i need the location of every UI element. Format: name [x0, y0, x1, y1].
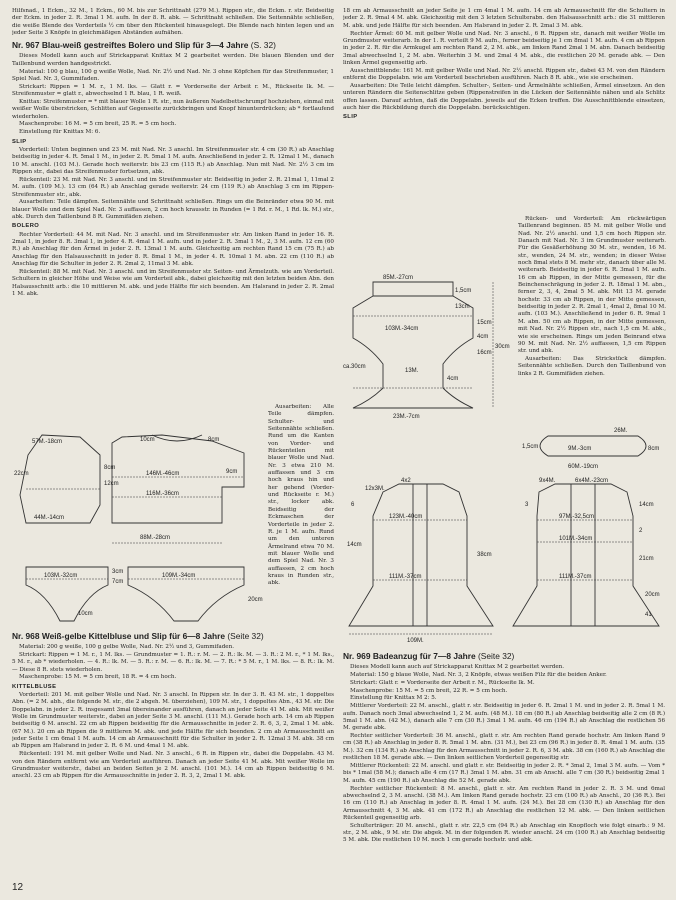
figure-label: 111M.-37cm — [389, 574, 422, 580]
figure-label: 1,5cm — [522, 444, 539, 450]
paragraph: Material: 100 g blau, 100 g weiße Wolle, Nad. Nr. 2½ und Nad. Nr. 3 ohne Köpfchen für das Streifenmuster, 1 Spiel Nad. Nr. 3, Gummifaden. — [12, 68, 334, 82]
paragraph: Strickart: Rippen = 1 M. r., 1 M. lks. — Grundmuster = 1. R.: r. M. — 2. R.: lk. M. — 3. R.: 2 M. r., * 1 M. lks., 5 M. r., ab * wiederholen. — 4. R.: lk. M. — 5. R.: r. M. — 6. R.: lk. M. — 7. R.: * 5 M. r., 1 M. lks. — 8. R.: lk. M. — Diese 8 R. stets wiederholen. — [12, 651, 334, 673]
paragraph: Rechter seitlicher Rückenteil: 8 M. anschl., glatt r. str. Am rechten Rand in jeder 2. R. 3 M. und 6mal abwechselnd 2, 3 M. anschl. (38 M.). Am linken Rand gerade hochstr. 23 cm (100 R.) ab Anschl., 20 (36 R.). Bei 16 cm (110 R.) ab Anschlag in jeder 8. R. 4mal 1 M. aufn. (24 M.). Bei 28 cm (130 R.) ab Anschlag für den Armausschnitt 4, 3 M. abk. 41 cm (172 R.) ab Anschlag die restlichen 12 M. abk. — Den linken seitlichen Rückenteil gegenseitig arb. — [343, 785, 665, 821]
paragraph: Ausschnittblende: 161 M. mit gelber Wolle und Nad. Nr. 2½ anschl. Rippen str., dabei 43 M. von den Rändern entfernt die Doppelabn. wie am Vorderteil beschrieben ausführen. Nach 8 R. abk., wie sie erscheinen. — [343, 67, 665, 82]
section-heading-969 — [343, 651, 665, 662]
figure-label: 12cm — [104, 481, 119, 487]
section-page-ref: (S. 32) — [250, 40, 276, 51]
figure-label: 4cm — [477, 334, 489, 340]
figure-label: 12x3M. — [365, 486, 385, 492]
figure-label: 6 — [351, 502, 355, 508]
figure-label: 1,5cm — [455, 288, 472, 294]
paragraph: Vorderteil: 201 M. mit gelber Wolle und Nad. Nr. 3 anschl. In Rippen str. In der 3. R. 43 M. str., 1 doppeltes Abn. (= 2 M. abh., die folgende M. str., die 2 abgeh. M. überziehen), 109 M. str., 1 doppeltes Abn., 43 M. str. Die Doppelabn. in jeder 2. R. insgesamt 3mal übereinander ausführen, danach an jeder Seite 41 M. abk. Mit weißer Wolle im Grundmuster weiterstr., dabei an jeder Seite 3 M. anschl. (111 M.). Gerade hoch arb. 14 cm ab Rippen beidseitig 6 M. anschl. 22 cm ab Rippen beidseitig für die Armausschnitte in jeder 2. R. 6, 3, 2, 2mal 1 M. abk. (67 M.). 20 cm ab Rippen die 9 mittleren M. abk. und jede Hälfte für sich beenden. 2 cm ab Armausschnitt an jeder Seite 1 cm 6mal 1 M. aufn. 14 cm ab Armausschnitt für die Schulter in jeder 2. R. 12mal 3 M. abk. 38 cm ab Rippen am Halsrand in jeder 2. R. 6 M. und 4mal 1 M. abk. — [12, 692, 334, 750]
figure-label: 30cm — [495, 344, 510, 350]
paragraph: Dieses Modell kann auch auf Strickapparat Knittax M 2 gearbeitet werden. Die blauen Blenden und der Taillenbund werden handgestrickt. — [12, 53, 334, 67]
figure-label: 14cm — [639, 502, 654, 508]
figure-label: 15cm — [477, 320, 492, 326]
subheading-bolero: BOLERO — [12, 223, 40, 230]
paragraph: Maschenprobe: 16 M. = 5 cm breit, 25 R. = 5 cm hoch. — [19, 121, 177, 128]
section-title: Badeanzug für 7—8 Jahre — [372, 651, 476, 661]
paragraph: Strickart: Glatt r. = Vorderseite der Arbeit r. M., Rückseite lk. M. — [350, 679, 535, 686]
paragraph: Mittlerer Vorderteil: 22 M. anschl., glatt r. str. Beidseitig in jeder 6. R. 2mal 1 M. und in jeder 2. R. 5mal 1 M. aufn. Danach noch 3mal abwechselnd 1, 2 M. aufn. (48 M.). 18 cm (80 R.) ab Anschlag beidseitig alle 2 cm (8 R.) 5mal 1 M. abn. (42 M.), danach alle 7 cm (30 R.) 3mal 1 M. aufn. 46 cm (194 R.) ab Anschlag die restlichen 56 M. gerade abk. — [343, 703, 665, 732]
section-heading-968 — [12, 631, 334, 642]
figure-label: 111M.-37cm — [559, 574, 592, 580]
figure-label: 9cm — [226, 469, 238, 475]
paragraph: Knittax: Streifenmuster = * mit blauer Wolle 1 R. str., nun äußeren Nadelbettschrumpf hochziehen, einmal mit weißer Wolle überstricken, Schlitten auf Gegenseite zurückbringen und Knopf hinunterdrücken; ab * fortlaufend wiederholen. — [12, 98, 334, 120]
figure-label: 123M.-40cm — [389, 514, 423, 520]
figure-label: 13cm — [455, 304, 470, 310]
figure-label: 20cm — [645, 592, 660, 598]
paragraph: 18 cm ab Armausschnitt an jeder Seite je 1 cm 4mal 1 M. aufn. 14 cm ab Armausschnitt für die Schultern in jeder 2. R. 9mal 4 M. abk. Gleichzeitig mit den 3 letzten Schulterabn. den Halsausschnitt arb.: die 31 mittleren M. abk. und jede Hälfte für sich beenden. Am Halsrand in jeder 2. R. 2mal 3 M. abk. — [343, 8, 665, 29]
figure-label: 41 — [645, 612, 652, 618]
paragraph: Ausarbeiten: Die Teile leicht dämpfen. Schulter-, Seiten- und Ärmelnähte schließen, Ärmel einsetzen. An den unteren Rändern die Seitenschlitze geben (Rippenstreifen in die Lücken der Seitennähte nähen und als Schlitz offen lassen. Darauf achten, daß die Doppelabn. jeweils auf die Ecken treffen. Die Ausschnittblende einsetzen, auch hier die Rückbildung durch die Doppelabn. berücksichtigen. — [343, 82, 665, 111]
paragraph: Schulterträger: 20 M. anschl., glatt r. str. 22,5 cm (94 R.) ab Anschlag ein Knopfloch wie folgt einarb.: 9 M. str., 2 M. abk., 9 M. str. Die abgek. M. in der folgenden R. wieder anschl. 24 cm (100 R.) ab Anschlag beidseitig 5 M. abk. Die restlichen 10 M. noch 1 cm gerade hochstr. und abk. — [343, 822, 665, 844]
paragraph: Ausarbeiten: Alle Teile dämpfen. Schulter- und Seitennähte schließen. Rund um die Kanten von Vorder- und Rückenteilen mit blauer Wolle und Nad. Nr. 3 etwa 210 M. auffassen und 3 cm hoch kraus hin und her gehend (Vorder- und Rückseite r. M.) str., locker abk. Beidseitig der Eckmaschen der Vorderteile in jeder 2. R. je 1 M. aufn. Rund um den unteren Ärmelrand etwa 70 M. mit blauer Wolle und dem Spiel Nad. Nr. 3 auffassen, 2 cm hoch kraus in Runden str., abk. — [268, 404, 334, 587]
figure-label: 13M. — [405, 368, 419, 374]
figure-label: 8cm — [104, 465, 116, 471]
figure-label: 116M.-36cm — [146, 491, 179, 497]
figure-label: 9M.-3cm — [568, 446, 592, 452]
paragraph: Hilfsnad., 1 Eckm., 32 M., 1 Eckm., 60 M. bis zur Schrittnaht (279 M.). Rippen str., die Eckm. r. str. Beidseitig der Eckm. in jeder 2. R. 3mal 1 M. aufn. In der 8. R. abk. — Schrittnaht schließen. Die Seitennähte schließen, die weiße Blende des Vorderteils ½ cm über den Rückenteil hinausgelegt. Die Blende nach hinten legen und an jeder Seite 3 Knöpfe in gleichmäßigen Abständen aufnähen. — [12, 8, 334, 37]
paragraph: Maschenprobe: 15 M. = 5 cm breit, 22 R. = 5 cm hoch. — [350, 687, 508, 694]
figure-label: 85M.-27cm — [383, 275, 414, 281]
paragraph: Strickart: Rippen = 1 M. r., 1 M. lks. — Glatt r. = Vorderseite der Arbeit r. M., Rückseite lk. M. — Streifenmuster = glatt r., abwechselnd 1 R. blau, 1 R. weiß. — [12, 83, 334, 98]
figure-label: 6x4M.-23cm — [575, 478, 609, 484]
section-title: Blau-weiß gestreiftes Bolero und Slip für 3—4 Jahre — [41, 40, 249, 51]
paragraph: Ausarbeiten: Teile dämpfen. Seitennähte und Schrittnaht schließen. Rings um die Beinränder etwa 90 M. mit blauer Wolle und dem Spiel Nad. Nr. 3 auffassen, 2 cm hoch krausstr. in Runden (= 1 Rd. r. M., 1 Rd. lk. M.) str., abk. Durch den Taillenbund 8 R. Gummifäden ziehen. — [12, 199, 334, 221]
figure-label: 2 — [639, 528, 643, 534]
paragraph: Rücken- und Vorderteil: Am rückwärtigen Taillenrand beginnen. 85 M. mit gelber Wolle und Nad. Nr. 2½ anschl. und 1,5 cm hoch Rippen str. Danach mit Nad. Nr. 3 im Grundmuster weiterarb. Für die Gesäßerhöhung 30 M. str., wenden, 16 M. str., wenden, 24 M. str., wenden; in dieser Weise noch 8mal stets 8 M. mehr str., danach über alle M. weiterarb. Beidseitig in jeder 6. R. 3mal 1 M. aufn. 16 cm ab Rippen, in der Mitte gemessen, für die Beinchenschrägung in jeder 2. R. 18mal 1 M. abn., ferner 2, 3, 4, 2mal 5 M. abk. Mit 13 M. gerade hochstr. 33 cm ab Rippen, in der Mitte gemessen, beidseitig in jeder 2. R. 2mal 1, 4mal 2, 8mal 10 M. aufn. (103 M.). Anschließend in jeder 6. R. 9mal 1 M. abn. 50 cm ab Rippen, in der Mitte gemessen, mit Nad. Nr. 2½ Rippen str., nach 1,5 cm M. abk., wie sie erscheinen. Rings um jeden Beinrand etwa 90 M. mit Nad. Nr. 2½ auffassen, 1,5 cm Rippen str. und abk. — [518, 216, 666, 355]
figure-label: 44M.-14cm — [34, 515, 65, 521]
figure-label: 26M. — [614, 428, 628, 434]
figure-label: 7cm — [112, 579, 124, 585]
paragraph: Rückenteil: 88 M. mit Nad. Nr. 3 anschl. und im Streifenmuster str. Seiten- und Ärmelzuth. wie am Vorderteil. Schultern in gleicher Höhe und Weise wie am Vorderteil abk., dabei gleichzeitig mit den letzten beiden Abn. den Halsausschnitt arb.: die 10 mittleren M. abk. und jede Hälfte für sich beenden. Am Halsrand in jeder 2. R. 2mal 1 M. abk. — [12, 269, 334, 298]
section-heading-967 — [12, 40, 334, 51]
right-column-side — [518, 216, 666, 424]
figure-label: 22cm — [14, 471, 29, 477]
figure-label: 60M.-19cm — [568, 464, 599, 470]
paragraph: Maschenprobe: 15 M. = 5 cm breit, 18 R. = 4 cm hoch. — [19, 674, 177, 681]
figure-label: 101M.-34cm — [559, 536, 593, 542]
paragraph: Material: 150 g blaue Wolle, Nad. Nr. 3, 2 Knöpfe, etwas weißen Filz für die beiden Anker. — [350, 671, 607, 678]
paragraph: Rückenteil: 191 M. mit gelber Wolle und Nad. Nr. 3 anschl., 6 R. in Rippen str., dabei die Doppelabn. 43 M. von den Rändern entfernt wie am Vorderteil ausführen. Danach an jeder Seite 41 M. abk. Mit weißer Wolle im Grundmuster weiterstr., dabei an beiden Seiten je 2 M. anschl. (101 M.). 14 cm ab Rippen beidseitig 6 M. anschl. 23 cm ab Rippen für die Armausschnitte in jeder 2. R. 3, 2, 2mal 1 M. abk. — [12, 751, 334, 780]
figure-label: 10cm — [140, 437, 155, 443]
paragraph: Ausarbeiten: Das Strickstück dämpfen. Seitennähte schließen. Durch den Taillenbund von links 2 R. Gummifäden ziehen. — [518, 356, 666, 377]
figure-label: ca.30cm — [343, 364, 366, 370]
section-title: Weiß-gelbe Kittelbluse und Slip für 6—8 Jahre — [41, 631, 226, 641]
subheading-kittelbluse: KITTELBLUSE — [12, 683, 57, 690]
figure-label: 103M.-34cm — [385, 326, 419, 332]
figure-label: 4x2 — [401, 478, 411, 484]
figure-label: 57M.-18cm — [32, 439, 63, 445]
paragraph: Mittlerer Rückenteil: 22 M. anschl. und glatt r. str. Beidseitig in jeder 2. R. * 3mal 2, 1mal 3 M. aufn. — Vom * bis * 1mal (58 M.); danach alle 4 cm (17 R.) 3mal 1 M. abn. 31 cm ab Anschl. alle 7 cm (30 R.) beidseitig 2mal 1 M. aufn. 45 cm (190 R.) ab Anschlag die 52 M. gerade abk. — [343, 762, 665, 784]
figure-label: 4cm — [447, 376, 459, 382]
paragraph: Rechter seitlicher Vorderteil: 36 M. anschl., glatt r. str. Am rechten Rand gerade hochstr. Am linken Rand 9 cm (38 R.) ab Anschlag in jeder 8. R. 5mal 1 M. abn. (31 M.), bei 23 cm (96 R.) in jeder 8. R. 4mal 1 M. aufn. (35 M.). 32 cm (134 R.) ab Anschlag für den Armausschnitt in jeder 2. R. 6, 3 M. abk. 38 cm (160 R.) ab Anschlag die restlichen 18 M. gerade abk. — Den linken seitlichen Vorderteil gegenseitig str. — [343, 733, 665, 762]
paragraph: Material: 200 g weiße, 100 g gelbe Wolle, Nad. Nr. 2½ und 3, Gummifaden. — [19, 644, 234, 650]
figure-label: 88M.-28cm — [140, 535, 171, 541]
section-page-ref: (Seite 32) — [227, 631, 264, 641]
figure-label: 38cm — [477, 552, 492, 558]
subheading-slip-968: SLIP — [343, 114, 358, 121]
section-number: Nr. 968 — [12, 631, 40, 641]
figure-label: 3cm — [112, 569, 124, 575]
figure-label: 16cm — [477, 350, 492, 356]
figure-969-strap — [518, 424, 668, 474]
figure-967-diagram — [12, 425, 264, 625]
paragraph: Einstellung für Knittax M: 6. — [19, 129, 101, 136]
figure-label: 10cm — [78, 611, 93, 617]
section-number: Nr. 967 — [12, 40, 40, 51]
right-column-bottom — [343, 648, 665, 886]
left-column-top — [12, 8, 334, 308]
page-number: 12 — [12, 882, 24, 893]
figure-label: 8cm — [648, 446, 660, 452]
paragraph: Rückenteil: 23 M. mit Nad. Nr. 3 anschl. und im Streifenmuster str. Beidseitig in jeder 2. R. 21mal 1, 11mal 2 M. aufn. (109 M.). 13 cm (64 R.) ab Anschlag gerade weiterstr. 24 cm (119 R.) ab Anschlag 3 cm im Rippen-Streifenmuster str., abk. — [12, 176, 334, 198]
figure-label: 109M. — [407, 638, 424, 644]
figure-label: 3 — [525, 502, 529, 508]
figure-label: 109M.-34cm — [162, 573, 196, 579]
figure-969-diagram — [343, 476, 668, 644]
figure-label: 146M.-46cm — [146, 471, 180, 477]
paragraph: Dieses Modell kann auch auf Strickapparat Knittax M 2 gearbeitet werden. — [350, 664, 565, 670]
figure-968-diagram — [343, 268, 513, 420]
section-number: Nr. 969 — [343, 651, 371, 661]
figure-label: 97M.-32,5cm — [559, 514, 595, 520]
figure-label: 23M.-7cm — [393, 414, 420, 420]
subheading-slip: SLIP — [12, 138, 27, 145]
figure-label: 20cm — [248, 597, 263, 603]
left-column-side — [268, 404, 334, 626]
figure-label: 8cm — [208, 437, 220, 443]
figure-label: 103M.-32cm — [44, 573, 78, 579]
paragraph: Rechter Vorderteil: 44 M. mit Nad. Nr. 3 anschl. und im Streifenmuster str. Am linken Rand in jeder 16. R. 2mal 1, in jeder 8. R. 3mal 1, in jeder 4. R. 4mal 1 M. aufn. und in jeder 2. R. 3mal 1 M., 2, 3 M. aufn. 12 cm (60 R.) ab Anschlag für den Ärmel in jeder 2. R. 13mal 1 M. aufn. Gleichzeitig am rechten Rand 15 cm (75 R.) ab Anschlag für den Halsausschnitt in jeder 8. R. 8mal 1 M., in jeder 4. R. 10mal 1 M. abn. 22 cm (110 R.) ab Anschlag für die Schulter in jeder 2. R. 2mal 2, 11mal 3 M. abk. — [12, 231, 334, 268]
paragraph: Rechter Ärmel: 60 M. mit gelber Wolle und Nad. Nr. 3 anschl., 6 R. Rippen str., danach mit weißer Wolle im Grundmuster weiterarb. In der 1. R. verteilt 9 M. aufn., ferner beidseitig je 1 cm 8mal 1 M. aufn. 4 cm ab Rippen in jeder 2. R. für die Armkugel am rechten Rand 2, 2 M. abk., am linken Rand 2mal 1 M. abn. Danach beidseitig 3mal abwechselnd 1, 2 M. abn. Weiterhin 3 M. und 2mal 4 M. abk., die restlichen 20 M. gerade abk. — Den linken Ärmel gegenseitig arb. — [343, 30, 665, 66]
section-page-ref: (Seite 32) — [478, 651, 515, 661]
left-column-bottom — [12, 628, 334, 878]
figure-label: 9x4M. — [539, 478, 556, 484]
figure-label: 14cm — [347, 542, 362, 548]
figure-label: 21cm — [639, 556, 654, 562]
paragraph: Vorderteil: Unten beginnen und 23 M. mit Nad. Nr. 3 anschl. Im Streifenmuster str. 4 cm (30 R.) ab Anschlag beidseitig in jeder 4. R. 5mal 1 M., in jeder 2. R. 5mal 1 M. aufn. Anschließend in jeder 2. R. 12mal 1 M., danach 10 M. anschl. (103 M.). Gerade hoch weiterstr. bis 23 cm (115 R.) ab Anschlag. Nun mit Nad. Nr. 2½ 3 cm im Rippen str., dabei das Streifenmuster fortsetzen, abk. — [12, 147, 334, 176]
paragraph: Einstellung für Knittax M 2: 5. — [350, 695, 437, 702]
